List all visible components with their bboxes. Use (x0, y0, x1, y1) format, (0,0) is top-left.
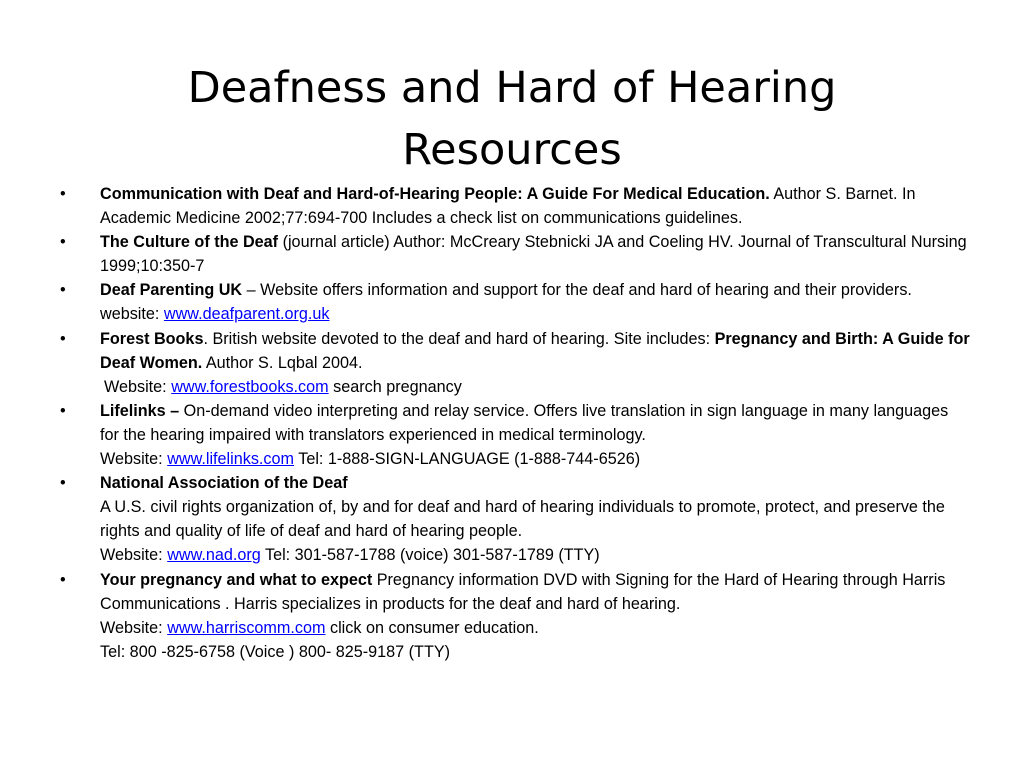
list-item (60, 399, 970, 471)
bullet-icon: • (60, 233, 66, 252)
list-item (60, 327, 970, 399)
publication-title: Pregnancy and Birth: A Guide for Deaf Women. (100, 329, 970, 372)
list-item (60, 471, 970, 567)
bullet-icon: • (60, 185, 66, 203)
publication-author: Author S. Lqbal 2004. (202, 353, 363, 372)
phone-number: Tel: 1-888-SIGN-LANGUAGE (1-888-744-6526) (294, 450, 641, 469)
resource-description: Author S. Barnet. In Academic Medicine 2002;77:694-700 Includes a check list on communications guidelines. (100, 185, 916, 228)
slide-title-line-2: Resources (402, 124, 622, 175)
website-line (100, 543, 970, 567)
list-item (60, 230, 970, 278)
phone-number: Tel: 800 -825-6758 (Voice ) 800- 825-9187 (TTY) (100, 642, 451, 661)
resource-description: Pregnancy information DVD with Signing for the Hard of Hearing through Harris Communications . Harris specializes in products for the deaf and hard of hearing. (100, 570, 946, 613)
resource-title: Your pregnancy and what to expect (100, 570, 373, 589)
website-link[interactable]: www.harriscomm.com (167, 618, 326, 637)
resource-title: National Association of the Deaf (100, 474, 348, 493)
website-label: Website: (100, 546, 168, 565)
slide-title (0, 57, 1024, 181)
resource-description: – Website offers information and support for the deaf and hard of hearing and their providers. website: (100, 281, 912, 324)
website-link[interactable]: www.deafparent.org.uk (163, 305, 330, 324)
website-line (100, 375, 970, 399)
website-label: Website: (104, 377, 172, 396)
resource-title: Lifelinks – (100, 401, 180, 420)
website-link[interactable]: www.forestbooks.com (171, 377, 329, 396)
resource-description: A U.S. civil rights organization of, by and for deaf and hard of hearing individuals to promote, protect, and preserve the rights and quality of life of deaf and hard of hearing people. (100, 498, 945, 541)
slide-title-line-1: Deafness and Hard of Hearing (187, 62, 837, 113)
phone-number: Tel: 301-587-1788 (voice) 301-587-1789 (TTY) (260, 546, 600, 565)
resource-description: On-demand video interpreting and relay service. Offers live translation in sign language in many languages for the hearing impaired with translators experienced in medical terminology. (100, 401, 949, 444)
bullet-icon: • (60, 570, 66, 589)
resource-list (60, 182, 970, 664)
resource-description: . British website devoted to the deaf and hard of hearing. Site includes: (203, 329, 715, 348)
website-link[interactable]: www.nad.org (167, 546, 261, 565)
resource-description: (journal article) Author: McCreary Stebnicki JA and Coeling HV. Journal of Transcultural Nursing 1999;10:350-7 (100, 233, 967, 276)
bullet-icon: • (60, 281, 66, 300)
resource-title: Deaf Parenting UK (100, 281, 243, 300)
website-line (100, 447, 970, 471)
website-note: search pregnancy (328, 377, 462, 396)
list-item (60, 568, 970, 664)
bullet-icon: • (60, 474, 66, 493)
resource-title: Forest Books (100, 329, 204, 348)
website-note: click on consumer education. (325, 618, 539, 637)
list-item (60, 278, 970, 326)
list-item (60, 182, 970, 230)
website-label: Website: (100, 618, 168, 637)
bullet-icon: • (60, 329, 66, 348)
resource-title: The Culture of the Deaf (100, 233, 279, 252)
website-label: Website: (100, 450, 168, 469)
website-line (100, 616, 970, 640)
bullet-icon: • (60, 401, 66, 420)
website-link[interactable]: www.lifelinks.com (167, 450, 295, 469)
resource-title: Communication with Deaf and Hard-of-Hearing People: A Guide For Medical Education. (100, 185, 770, 203)
